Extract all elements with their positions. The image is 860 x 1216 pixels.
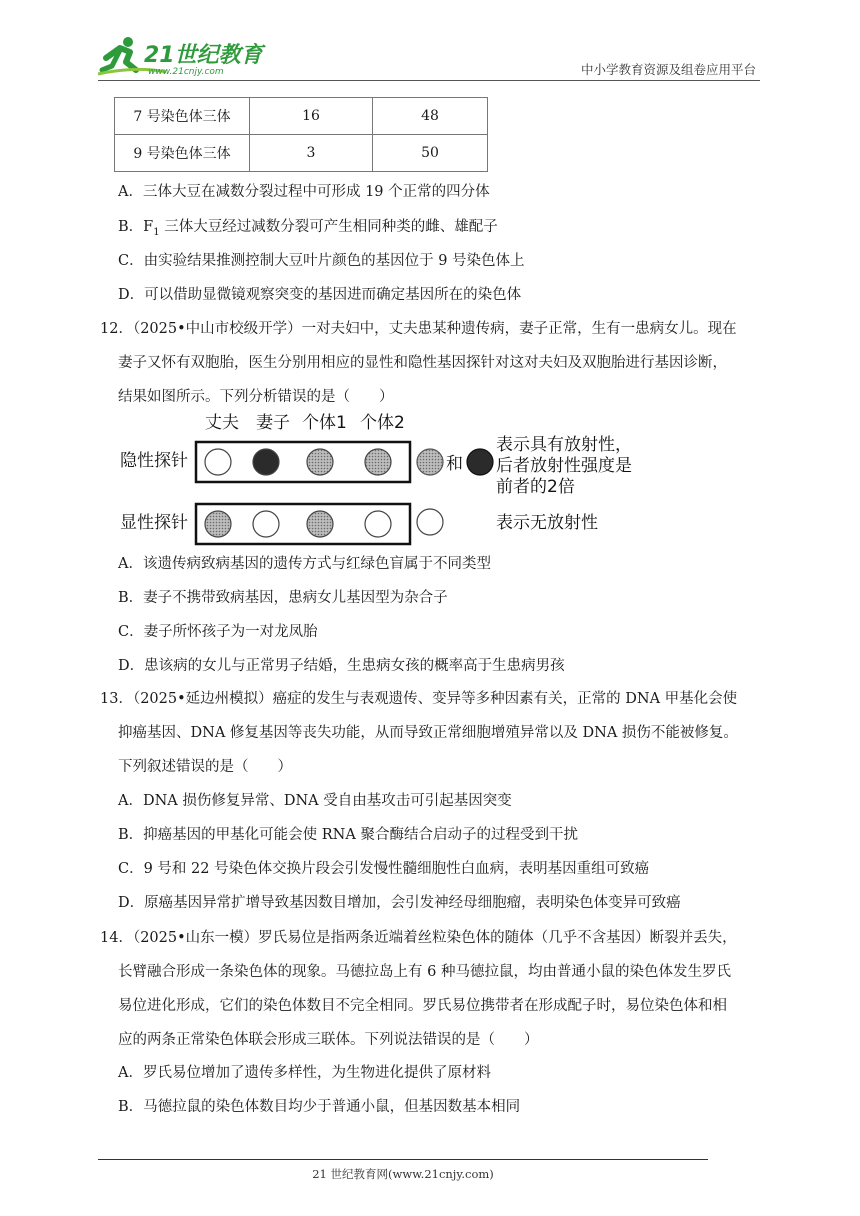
- table-cell: 48: [373, 98, 488, 135]
- q13-option-d: D．原癌基因异常扩增导致基因数目增加，会引发神经母细胞瘤，表明染色体变异可致癌: [118, 895, 681, 911]
- dominant-probe-circle-2: [253, 511, 279, 537]
- q13-option-a: A．DNA 损伤修复异常、DNA 受自由基攻击可引起基因突变: [118, 793, 512, 809]
- table-cell: 50: [373, 135, 488, 172]
- dominant-probe-row: [205, 511, 391, 537]
- col-label-individual2: 个体2: [360, 413, 405, 433]
- q13-stem-line1: 13．（2025•延边州模拟）癌症的发生与表观遗传、变异等多种因素有关，正常的 DNA 甲基化会使: [100, 691, 738, 707]
- legend-strong-circle: [467, 449, 493, 475]
- legend-weak-circle: [417, 449, 443, 475]
- legend-none-circle: [417, 509, 443, 535]
- recessive-probe-circle-1: [205, 449, 231, 475]
- table-row: [115, 98, 488, 135]
- legend-line3: 前者的2倍: [496, 477, 575, 497]
- dominant-probe-circle-1: [205, 511, 231, 537]
- q12-option-a: A．该遗传病致病基因的遗传方式与红绿色盲属于不同类型: [118, 556, 491, 572]
- table-cell: 9 号染色体三体: [115, 135, 250, 172]
- q12-option-d: D．患该病的女儿与正常男子结婚，生患病女孩的概率高于生患病男孩: [118, 658, 565, 674]
- col-label-individual1: 个体1: [302, 413, 347, 433]
- logo-text: 21世纪教育: [144, 43, 263, 68]
- q11-option-b-rest: 三体大豆经过减数分裂可产生相同种类的雌、雄配子: [159, 219, 498, 235]
- q12-stem-line1: 12．（2025•中山市校级开学）一对夫妇中，丈夫患某种遗传病，妻子正常，生有一患病女儿。现在: [100, 321, 737, 337]
- q13-option-c: C．9 号和 22 号染色体交换片段会引发慢性髓细胞性白血病，表明基因重组可致癌: [118, 861, 650, 877]
- table-cell: 3: [250, 135, 373, 172]
- q11-option-b-sub: 1: [153, 226, 160, 238]
- q11-option-c: C．由实验结果推测控制大豆叶片颜色的基因位于 9 号染色体上: [118, 253, 525, 269]
- q14-option-b: B．马德拉鼠的染色体数目均少于普通小鼠，但基因数基本相同: [118, 1099, 521, 1115]
- table-cell: 7 号染色体三体: [115, 98, 250, 135]
- recessive-probe-row: [205, 449, 391, 475]
- q14-stem-line2: 长臂融合形成一条染色体的现象。马德拉岛上有 6 种马德拉鼠，均由普通小鼠的染色体发生罗氏: [118, 964, 731, 980]
- q14-stem-line4: 应的两条正常染色体联会形成三联体。下列说法错误的是（ ）: [118, 1032, 539, 1048]
- q12-option-c: C．妻子所怀孩子为一对龙凤胎: [118, 624, 318, 640]
- site-logo: [96, 36, 266, 80]
- results-table: [114, 97, 488, 172]
- footer-divider: [98, 1159, 708, 1160]
- row-label-dominant: 显性探针: [120, 513, 188, 533]
- q14-stem-line3: 易位进化形成，它们的染色体数目不完全相同。罗氏易位携带者在形成配子时，易位染色体和相: [118, 998, 727, 1014]
- recessive-probe-circle-4: [365, 449, 391, 475]
- q12-stem-line3: 结果如图所示。下列分析错误的是（ ）: [118, 389, 394, 405]
- table-row: [115, 135, 488, 172]
- legend-and-text: 和: [446, 454, 463, 474]
- runner-logo-icon: [96, 36, 266, 80]
- q14-option-a: A．罗氏易位增加了遗传多样性，为生物进化提供了原材料: [118, 1065, 491, 1081]
- dominant-probe-circle-3: [307, 511, 333, 537]
- q11-option-d: D．可以借助显微镜观察突变的基因进而确定基因所在的染色体: [118, 287, 522, 303]
- q13-stem-line3: 下列叙述错误的是（ ）: [118, 759, 292, 775]
- table-cell: 16: [250, 98, 373, 135]
- col-label-husband: 丈夫: [205, 413, 239, 433]
- legend-line2: 后者放射性强度是: [496, 456, 632, 476]
- q11-option-b-prefix: B．F: [118, 219, 154, 235]
- footer-text: 21 世纪教育网(www.21cnjy.com): [312, 1167, 494, 1181]
- legend-none-text: 表示无放射性: [496, 513, 598, 533]
- legend-line1: 表示具有放射性，: [496, 435, 632, 455]
- recessive-probe-circle-3: [307, 449, 333, 475]
- q11-option-b: [118, 217, 498, 243]
- recessive-probe-circle-2: [253, 449, 279, 475]
- header-divider: [98, 80, 760, 81]
- header-platform-text: 中小学教育资源及组卷应用平台: [580, 62, 756, 77]
- dominant-probe-circle-4: [365, 511, 391, 537]
- probe-diagram: [120, 410, 648, 542]
- q13-option-b: B．抑癌基因的甲基化可能会使 RNA 聚合酶结合启动子的过程受到干扰: [118, 827, 578, 843]
- row-label-recessive: 隐性探针: [120, 451, 188, 471]
- q11-option-a: A．三体大豆在减数分裂过程中可形成 19 个正常的四分体: [118, 184, 490, 200]
- col-label-wife: 妻子: [256, 413, 290, 433]
- logo-url-text: www.21cnjy.com: [148, 67, 224, 77]
- q12-option-b: B．妻子不携带致病基因，患病女儿基因型为杂合子: [118, 590, 448, 606]
- q14-stem-line1: 14．（2025•山东一模）罗氏易位是指两条近端着丝粒染色体的随体（几乎不含基因）断裂并丢失，: [100, 930, 737, 946]
- q13-stem-line2: 抑癌基因、DNA 修复基因等丧失功能，从而导致正常细胞增殖异常以及 DNA 损伤不能被修复。: [118, 725, 738, 741]
- q12-stem-line2: 妻子又怀有双胞胎，医生分别用相应的显性和隐性基因探针对这对夫妇及双胞胎进行基因诊断，: [118, 355, 727, 371]
